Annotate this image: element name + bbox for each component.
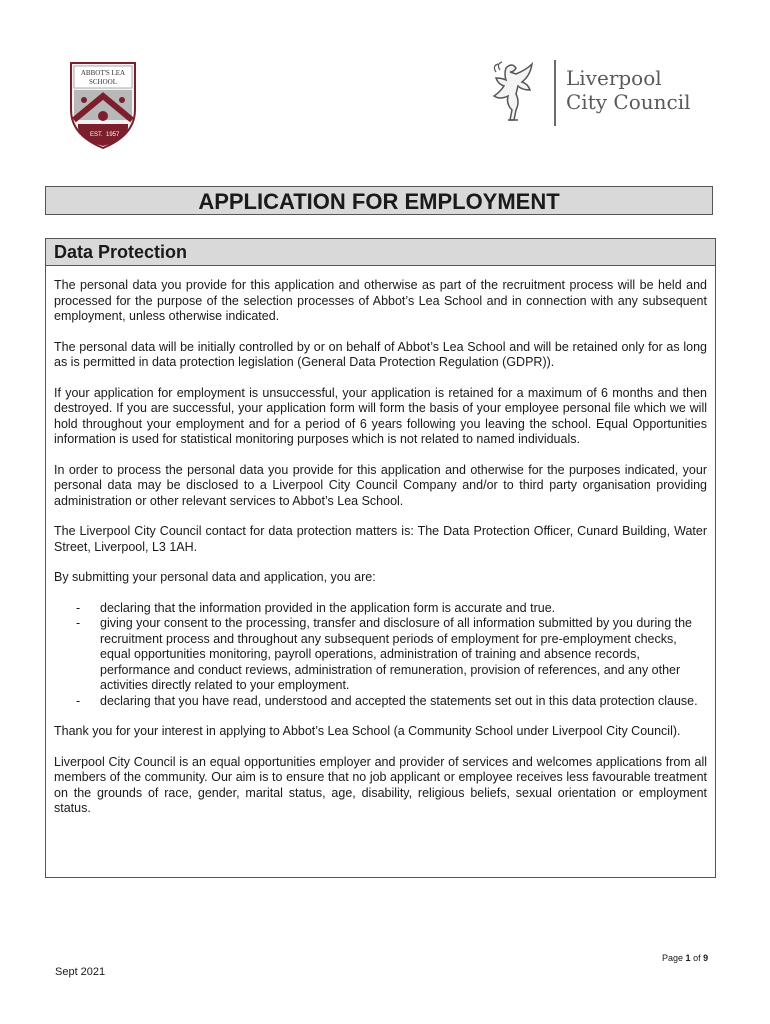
school-crest-logo xyxy=(68,60,138,150)
section-heading: Data Protection xyxy=(46,239,715,266)
data-protection-section xyxy=(45,238,716,878)
liver-bird-icon xyxy=(486,60,536,126)
crest-name-line1: ABBOT'S LEA xyxy=(80,69,126,77)
section-body xyxy=(46,266,715,817)
crest-name-line2: SCHOOL xyxy=(88,78,118,86)
paragraph: In order to process the personal data you provide for this application and otherwise for the purposes indicated, your personal data may be disclosed to a Liverpool City Council Company and/or to third party organisation providing administration or other relevant services to Abbot’s Lea School. xyxy=(54,462,707,508)
footer-date: Sept 2021 xyxy=(55,966,106,978)
page-of: of xyxy=(693,953,701,963)
page-total: 9 xyxy=(703,953,709,963)
page-current: 1 xyxy=(685,953,691,963)
form-title: APPLICATION FOR EMPLOYMENT xyxy=(45,186,713,215)
logo-divider xyxy=(554,60,556,126)
council-name-line1: Liverpool xyxy=(566,66,662,90)
list-item: - declaring that you have read, understood and accepted the statements set out in this data protection clause. xyxy=(100,694,707,710)
council-name xyxy=(566,66,691,114)
paragraph: The personal data will be initially controlled by or on behalf of Abbot’s Lea School and will be retained only for as long as is permitted in data protection legislation (General Data Protection Regulation (GDPR)). xyxy=(54,339,707,369)
paragraph: Liverpool City Council is an equal opportunities employer and provider of services and welcomes applications from all members of the community. Our aim is to ensure that no job applicant or employee receives less favourable treatment on the grounds of race, gender, marital status, age, disability, religious beliefs, sexual orientation or employment status. xyxy=(54,754,707,815)
crest-est-year: 1957 xyxy=(106,132,120,138)
list-item: - giving your consent to the processing, transfer and disclosure of all information submitted by you during the recruitment process and throughout any subsequent periods of employment for pre-employment checks, equal opportunities monitoring, payroll operations, administration of training and absence records, performance and conduct reviews, administration of remuneration, provision of references, and any other activities directly related to your employment. xyxy=(100,616,707,694)
paragraph: The personal data you provide for this application and otherwise as part of the recruitment process will be held and processed for the purpose of the selection processes of Abbot’s Lea School and in connection with any subsequent employment, unless otherwise indicated. xyxy=(54,278,707,323)
paragraph: Thank you for your interest in applying to Abbot’s Lea School (a Community School under Liverpool City Council). xyxy=(54,724,681,738)
paragraph: If your application for employment is unsuccessful, your application is retained for a maximum of 6 months and then destroyed. If you are successful, your application form will form the basis of your employee personal file which we will hold throughout your employment and for a period of 6 years following you leaving the school. Equal Opportunities information is used for statistical monitoring purposes which is not related to named individuals. xyxy=(54,385,707,446)
page-label: Page xyxy=(662,953,684,963)
council-logo xyxy=(486,58,706,128)
list-intro: By submitting your personal data and application, you are: xyxy=(54,570,376,584)
crest-est-label: EST. xyxy=(90,132,103,138)
council-name-line2: City Council xyxy=(566,90,691,114)
list-item: - declaring that the information provided in the application form is accurate and true. xyxy=(100,601,707,617)
paragraph: The Liverpool City Council contact for data protection matters is: The Data Protection Officer, Cunard Building, Water Street, Liverpool, L3 1AH. xyxy=(54,524,707,554)
declaration-list xyxy=(54,601,707,710)
page-number xyxy=(662,952,708,964)
